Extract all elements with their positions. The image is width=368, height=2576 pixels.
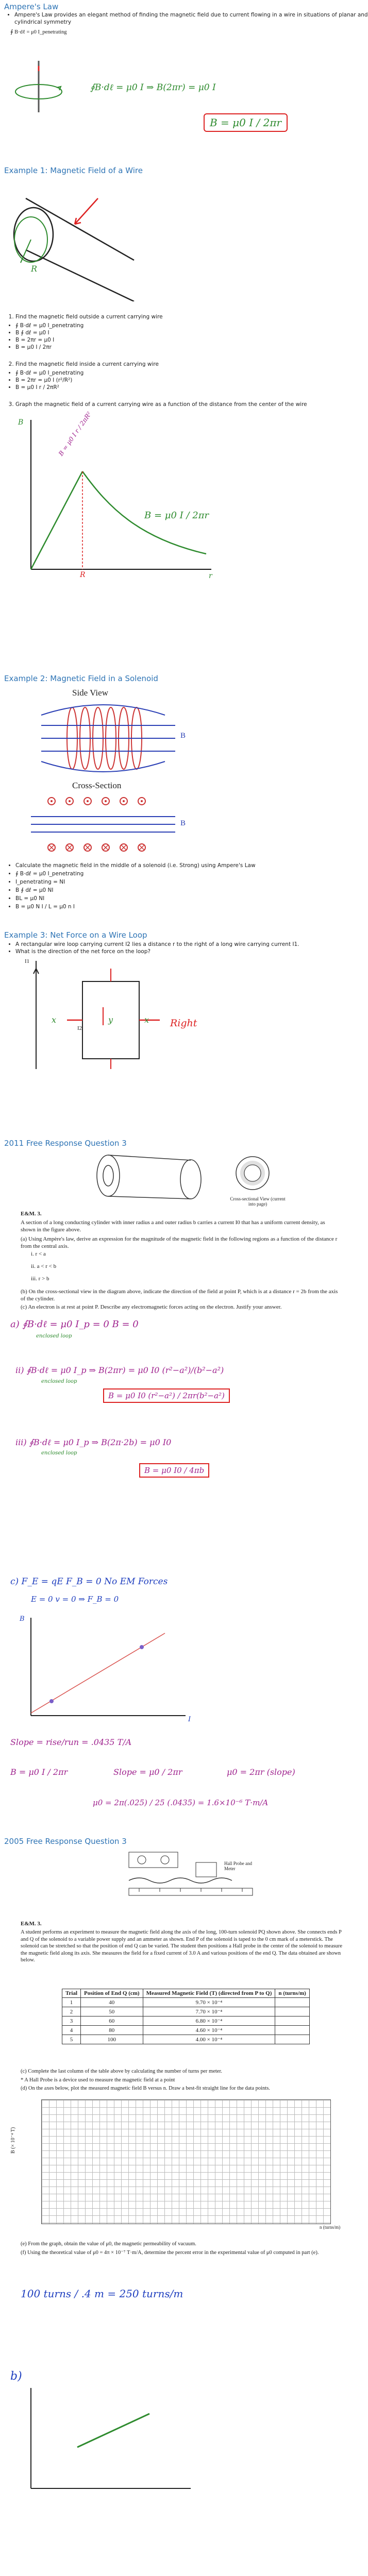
section-title-amperes-law: Ampere's Law (4, 2, 59, 11)
list-item: • B = μ0 I r / 2πR² (15, 384, 366, 391)
example3-label-x-1: x (52, 1015, 57, 1025)
list-item: • B = μ0 I / 2πr (15, 344, 366, 351)
example2-bullets (4, 861, 366, 911)
table-cell: 3 (62, 2016, 81, 2026)
frq2011-intro: A section of a long conducting cylinder with inner radius a and outer radius b carries a current I0 that has a uniform current density, as shown in the figure above. (21, 1219, 325, 1233)
frq2011-ink-ii-box (103, 1388, 230, 1403)
list-item: • B ∮ dℓ = μ0 I (15, 329, 366, 336)
frq2005-ink-a: 100 turns / .4 m = 250 turns/m (21, 2287, 183, 2300)
ampere-ink-line2: B = μ0 I / 2πr (210, 116, 282, 129)
frq2005-part-e: (e) From the graph, obtain the value of μ0, the magnetic permeability of vacuum. (21, 2241, 196, 2247)
ampere-wire-sketch (5, 61, 82, 117)
frq2011-ink-enclosed-1: enclosed loop (36, 1333, 72, 1339)
list-item: • B = 2πr = μ0 I (15, 336, 366, 344)
frq2011-ink-B1: B = μ0 I / 2πr (10, 1767, 68, 1777)
frq2005-ink-b: b) (10, 2370, 22, 2383)
frq2005-intro: A student performs an experiment to measure the magnetic field along the axis of the long, 100-turn solenoid PQ shown above. She connects ends P and Q of the solenoid to a variable power supply and an ammeter as shown. End P of the solenoid is taped to the 0 cm mark of a meterstick. The solenoid can be stretched so that the position of end Q can be varied. The student then positions a Hall probe in the center of the solenoid to measure the magnetic field along its axis. She measures the field for a fixed current of 3.0 A and various positions of the end Q. The data obtained are shown below. (21, 1929, 343, 1963)
table-cell: 50 (81, 2007, 143, 2016)
example3-label-x-2: x (144, 1015, 149, 1025)
table-cell (275, 2026, 309, 2035)
table-cell: 60 (81, 2016, 143, 2026)
ampere-ink-line1: ∮B·dℓ = μ0 I ⇒ B(2πr) = μ0 I (90, 82, 216, 93)
section-title-example3: Example 3: Net Force on a Wire Loop (4, 930, 147, 940)
frq2005-heading: E&M. 3. (21, 1921, 42, 1927)
frq2011-ink-iii-box (139, 1463, 209, 1478)
table-row (62, 2035, 310, 2044)
table-cell: 5 (62, 2035, 81, 2044)
example3-label-I1: I1 (25, 958, 30, 964)
frq2011-part-a: (a) Using Ampère's law, derive an expression for the magnitude of the magnetic field in the following regions as a function of the distance r from the central axis. (21, 1236, 338, 1249)
frq2011-ink-slope2: Slope = μ0 / 2πr (113, 1767, 182, 1777)
table-cell: 2 (62, 2007, 81, 2016)
frq2011-region-ii: ii. a < r < b (31, 1263, 57, 1269)
example1-steps-a-math (4, 322, 366, 351)
table-header: n (turns/m) (275, 1989, 309, 1998)
table-cell: 40 (81, 1998, 143, 2007)
table-row (62, 2007, 310, 2016)
frq2011-part-b: (b) On the cross-sectional view in the diagram above, indicate the direction of the field at point P, which is at a distance r = 2b from the axis of the cylinder. (21, 1289, 338, 1302)
example3-bullets (4, 941, 366, 955)
frq2011-ink-iii-result: B = μ0 I0 / 4πb (144, 1466, 205, 1475)
table-cell: 7.70 × 10⁻⁴ (143, 2007, 275, 2016)
list-item: 1. Find the magnetic field outside a current carrying wire (15, 313, 366, 320)
ampere-ink-result-box (204, 113, 288, 132)
table-header: Position of End Q (cm) (81, 1989, 143, 1998)
frq2005-solenoid-figure (119, 1850, 263, 1917)
section-title-example1: Example 1: Magnetic Field of a Wire (4, 166, 143, 175)
table-header-row (62, 1989, 310, 1998)
frq2011-ink-slope: Slope = rise/run = .0435 T/A (10, 1737, 132, 1747)
section-title-example2: Example 2: Magnetic Field in a Solenoid (4, 674, 158, 683)
table-cell (275, 1998, 309, 2007)
frq2011-region-i: i. r < a (31, 1251, 46, 1257)
frq2005-part-d: (d) On the axes below, plot the measured magnetic field B versus n. Draw a best-fit straight line for the data points. (21, 2086, 270, 2091)
frq2011-ink-enclosed-3: enclosed loop (41, 1450, 77, 1456)
example1-ink-outside: B = μ0 I / 2πr (144, 510, 209, 521)
frq2011-ink-ii-result: B = μ0 I0 (r²−a²) / 2πr(b²−a²) (108, 1391, 225, 1400)
frq2011-ink-a: a) ∮B·dℓ = μ0 I_p = 0 B = 0 (10, 1319, 139, 1330)
example2-B-label-cross: B (180, 819, 186, 827)
frq2011-axis-I: I (188, 1716, 191, 1723)
table-header: Measured Magnetic Field (T) (directed from P to Q) (143, 1989, 275, 1998)
frq2011-ink-mu: μ0 = 2πr (slope) (227, 1767, 295, 1777)
example1-step-graph (4, 401, 366, 408)
section-title-frq2005: 2005 Free Response Question 3 (4, 1837, 127, 1846)
amperes-law-bullets (3, 11, 368, 26)
example1-ink-R: R (31, 264, 38, 274)
frq2011-fig-caption: Cross-sectional View (current into page) (230, 1196, 286, 1207)
list-item: • A rectangular wire loop carrying current I2 lies a distance r to the right of a long wire carrying current I1. (15, 941, 366, 948)
frq2005-graph-grid (41, 2099, 331, 2224)
list-item: • ∮ B·dℓ = μ0 I_penetrating (15, 369, 366, 377)
example1-axis-B: B (18, 418, 24, 427)
example1-B-vs-r-graph (10, 415, 216, 580)
example1-steps-b (4, 361, 366, 368)
example1-axis-R: R (80, 571, 86, 579)
frq2005-graph-xlabel: n (turns/m) (320, 2225, 341, 2230)
table-cell: 4 (62, 2026, 81, 2035)
frq2011-part-c: (c) An electron is at rest at point P. Describe any electromagnetic forces acting on the electron. Justify your answer. (21, 1304, 282, 1310)
table-cell: 80 (81, 2026, 143, 2035)
section-title-frq2011: 2011 Free Response Question 3 (4, 1139, 127, 1148)
frq2011-region-iii: iii. r > b (31, 1276, 49, 1282)
table-row (62, 2026, 310, 2035)
frq2011-heading: E&M. 3. (21, 1211, 42, 1217)
table-cell: 1 (62, 1998, 81, 2007)
example2-solenoid-cross-section (21, 793, 196, 855)
example2-B-label-side: B (180, 732, 186, 740)
frq2011-ink-ii: ii) ∮B·dℓ = μ0 I_p ⇒ B(2πr) = μ0 I0 (r²−a²)/(b²−a²) (15, 1365, 224, 1375)
example1-axis-r: r (209, 572, 212, 580)
table-cell: 4.00 × 10⁻⁴ (143, 2035, 275, 2044)
table-header: Trial (62, 1989, 81, 1998)
list-item: • B = μ0 N I / L = μ0 n I (15, 903, 366, 911)
example3-label-y: y (108, 1015, 113, 1025)
frq2011-ink-enclosed-2: enclosed loop (41, 1379, 77, 1384)
list-item: • ∮ B·dℓ = μ0 I_penetrating (15, 322, 366, 329)
example1-steps-a (4, 313, 366, 320)
frq2011-ink-c: c) F_E = qE F_B = 0 No EM Forces (10, 1577, 168, 1587)
table-cell: 100 (81, 2035, 143, 2044)
list-item: 2. Find the magnetic field inside a current carrying wire (15, 361, 366, 368)
frq2005-hall-note: * A Hall Probe is a device used to measure the magnetic field at a point (21, 2077, 175, 2083)
table-cell: 9.70 × 10⁻⁴ (143, 1998, 275, 2007)
example2-side-view-label: Side View (72, 688, 108, 698)
list-item: • B = 2πr = μ0 I (r²/R²) (15, 377, 366, 384)
frq2005-data-table (62, 1989, 310, 2044)
table-cell: 4.60 × 10⁻⁴ (143, 2026, 275, 2035)
example1-cylinder-figure (5, 183, 160, 301)
list-item: • ∮ B·dℓ = μ0 I_penetrating (15, 870, 366, 878)
table-cell (275, 2016, 309, 2026)
table-row (62, 1998, 310, 2007)
list-item: 3. Graph the magnetic field of a current carrying wire as a function of the distance from the center of the wire (15, 401, 366, 408)
example3-ink-right: Right (170, 1018, 197, 1029)
list-item: • BL = μ0 NI (15, 894, 366, 903)
example1-steps-b-math (4, 369, 366, 391)
frq2011-ink-c2: E = 0 v = 0 ⇒ F_B = 0 (31, 1595, 119, 1604)
example2-cross-section-label: Cross-Section (72, 781, 122, 790)
example2-solenoid-side-view (21, 700, 196, 777)
table-cell (275, 2035, 309, 2044)
frq2011-B-vs-I-graph (21, 1613, 196, 1726)
frq2005-part-f: (f) Using the theoretical value of μ0 = 4π × 10⁻⁷ T·m/A, determine the percent error in the experimental value of μ0 computed in part (e). (21, 2250, 319, 2256)
frq2011-ink-iii: iii) ∮B·dℓ = μ0 I_p ⇒ B(2π·2b) = μ0 I0 (15, 1437, 172, 1447)
frq2005-graph-ylabel: B (× 10⁻⁴ T) (10, 2127, 16, 2154)
list-item: • What is the direction of the net force on the loop? (15, 948, 366, 955)
frq2011-ink-mu-val: μ0 = 2π(.025) / 25 (.0435) = 1.6×10⁻⁶ T·m/A (93, 1798, 269, 1807)
example1-ink-inside: B = μ0 I r / 2πR² (57, 410, 93, 457)
frq2011-axis-B: B (20, 1615, 25, 1623)
table-cell (275, 2007, 309, 2016)
example3-label-I2: I2 (77, 1025, 82, 1031)
list-item: • Ampere's Law provides an elegant method of finding the magnetic field due to current flowing in a wire in situations of planar and cylindrical symmetry (14, 11, 368, 26)
list-item: • B ∮ dℓ = μ0 NI (15, 886, 366, 894)
list-item: • I_penetrating = NI (15, 878, 366, 886)
ampere-formula: ∮ B·dℓ = μ0 I_penetrating (10, 29, 67, 35)
frq2005-fig-label: Hall Probe and Meter (224, 1861, 252, 1871)
table-cell: 6.80 × 10⁻⁴ (143, 2016, 275, 2026)
frq2005-ink-graph (21, 2385, 196, 2494)
frq2005-part-c: (c) Complete the last column of the table above by calculating the number of turns per meter. (21, 2069, 222, 2074)
list-item: • Calculate the magnetic field in the middle of a solenoid (i.e. Strong) using Ampere's Law (15, 861, 366, 870)
table-row (62, 2016, 310, 2026)
